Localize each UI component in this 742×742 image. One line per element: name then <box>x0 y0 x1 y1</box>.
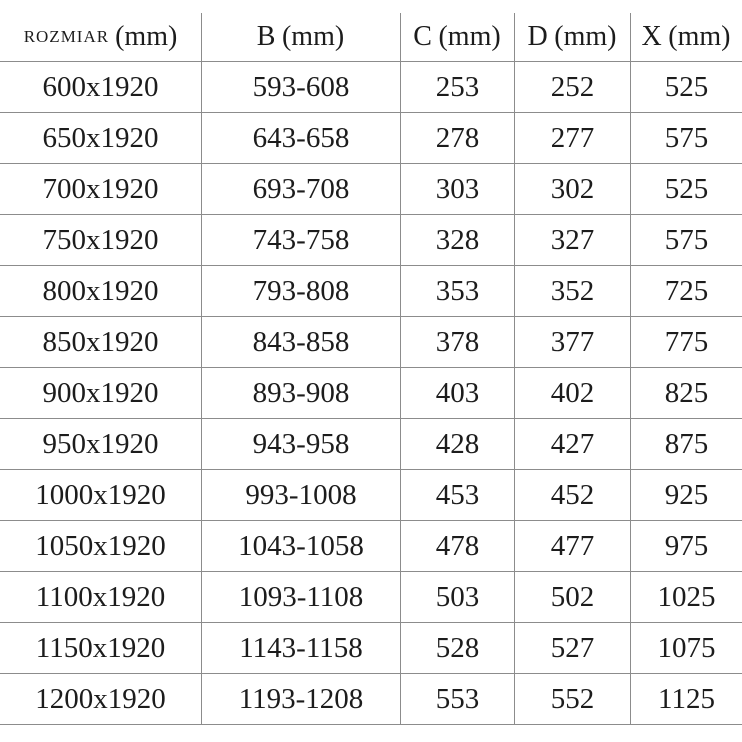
header-unit: (mm) <box>554 21 617 52</box>
cell-c: 553 <box>400 674 514 724</box>
cell-b: 1193-1208 <box>201 674 400 724</box>
cell-d: 277 <box>514 113 630 163</box>
cell-rozmiar: 1050x1920 <box>35 529 166 562</box>
cell-x: 825 <box>630 368 742 418</box>
cell-x: 575 <box>630 113 742 163</box>
cell-c: 403 <box>400 368 514 418</box>
cell-x: 525 <box>630 62 742 112</box>
cell-rozmiar: 950x1920 <box>42 427 159 460</box>
column-header-d <box>514 0 630 61</box>
column-header-x <box>630 0 742 61</box>
cell-rozmiar: 800x1920 <box>42 274 159 307</box>
cell-d: 452 <box>514 470 630 520</box>
cell-d: 477 <box>514 521 630 571</box>
cell-d: 302 <box>514 164 630 214</box>
table-row <box>0 623 742 674</box>
cell-x: 525 <box>630 164 742 214</box>
column-header-b <box>201 0 400 61</box>
header-label: ROZMIAR <box>23 27 110 46</box>
cell-rozmiar: 600x1920 <box>42 70 159 103</box>
cell-b: 643-658 <box>201 113 400 163</box>
cell-rozmiar: 1150x1920 <box>35 631 166 664</box>
cell-d: 552 <box>514 674 630 724</box>
cell-rozmiar: 750x1920 <box>42 223 159 256</box>
cell-d: 502 <box>514 572 630 622</box>
table-row <box>0 521 742 572</box>
cell-b: 1043-1058 <box>201 521 400 571</box>
cell-b: 1093-1108 <box>201 572 400 622</box>
cell-x: 1025 <box>630 572 742 622</box>
cell-x: 775 <box>630 317 742 367</box>
cell-d: 527 <box>514 623 630 673</box>
cell-b: 1143-1158 <box>201 623 400 673</box>
table-row <box>0 674 742 725</box>
cell-b: 893-908 <box>201 368 400 418</box>
table-row <box>0 572 742 623</box>
cell-rozmiar: 650x1920 <box>42 121 159 154</box>
header-label: C <box>413 21 433 52</box>
cell-rozmiar: 900x1920 <box>42 376 159 409</box>
cell-x: 575 <box>630 215 742 265</box>
cell-rozmiar: 850x1920 <box>42 325 159 358</box>
cell-d: 352 <box>514 266 630 316</box>
cell-d: 327 <box>514 215 630 265</box>
cell-c: 303 <box>400 164 514 214</box>
table-header-row <box>0 0 742 62</box>
cell-c: 253 <box>400 62 514 112</box>
cell-c: 428 <box>400 419 514 469</box>
table-row <box>0 368 742 419</box>
cell-rozmiar: 1100x1920 <box>35 580 166 613</box>
cell-c: 278 <box>400 113 514 163</box>
header-unit: (mm) <box>115 21 178 52</box>
cell-rozmiar: 1200x1920 <box>35 682 166 715</box>
cell-b: 943-958 <box>201 419 400 469</box>
cell-c: 453 <box>400 470 514 520</box>
header-unit: (mm) <box>438 21 501 52</box>
header-unit: (mm) <box>668 21 731 52</box>
cell-d: 252 <box>514 62 630 112</box>
cell-d: 427 <box>514 419 630 469</box>
cell-x: 1075 <box>630 623 742 673</box>
cell-x: 925 <box>630 470 742 520</box>
cell-c: 378 <box>400 317 514 367</box>
cell-b: 843-858 <box>201 317 400 367</box>
table-row <box>0 215 742 266</box>
header-label: D <box>527 21 549 52</box>
cell-c: 478 <box>400 521 514 571</box>
table-row <box>0 419 742 470</box>
cell-rozmiar: 700x1920 <box>42 172 159 205</box>
table-row <box>0 470 742 521</box>
table-row <box>0 317 742 368</box>
cell-rozmiar: 1000x1920 <box>35 478 166 511</box>
table-row <box>0 62 742 113</box>
header-unit: (mm) <box>281 21 345 52</box>
table-row <box>0 164 742 215</box>
cell-b: 693-708 <box>201 164 400 214</box>
column-header-rozmiar <box>0 0 201 61</box>
cell-x: 975 <box>630 521 742 571</box>
table-row <box>0 113 742 164</box>
cell-c: 328 <box>400 215 514 265</box>
cell-b: 993-1008 <box>201 470 400 520</box>
cell-c: 503 <box>400 572 514 622</box>
table-row <box>0 266 742 317</box>
cell-d: 377 <box>514 317 630 367</box>
header-label: B <box>256 21 276 52</box>
cell-d: 402 <box>514 368 630 418</box>
column-header-c <box>400 0 514 61</box>
cell-c: 353 <box>400 266 514 316</box>
header-label: X <box>641 21 663 52</box>
cell-x: 875 <box>630 419 742 469</box>
cell-b: 593-608 <box>201 62 400 112</box>
cell-x: 725 <box>630 266 742 316</box>
cell-x: 1125 <box>630 674 742 724</box>
cell-c: 528 <box>400 623 514 673</box>
cell-b: 743-758 <box>201 215 400 265</box>
cell-b: 793-808 <box>201 266 400 316</box>
